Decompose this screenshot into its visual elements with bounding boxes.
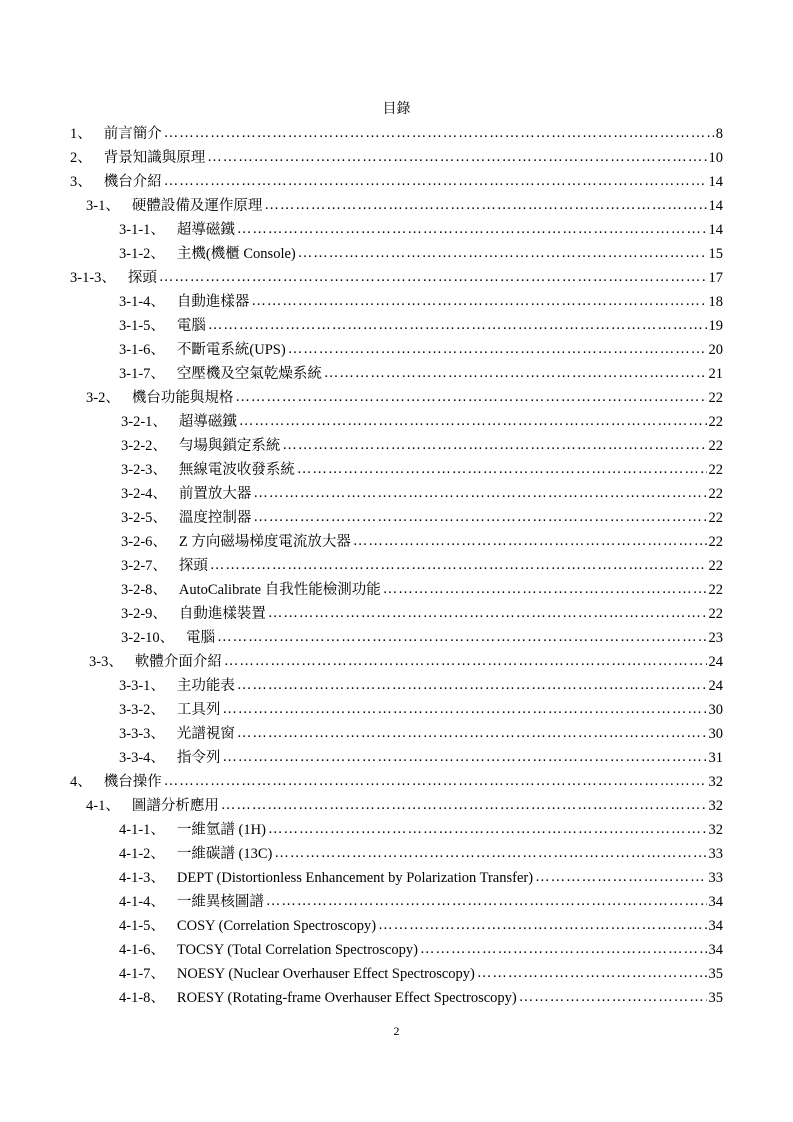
toc-leader-dots [235, 389, 706, 406]
toc-leader-dots [288, 341, 707, 358]
toc-entry-page: 31 [708, 750, 723, 766]
toc-leader-dots [164, 173, 707, 190]
toc-entry[interactable] [86, 794, 723, 816]
toc-entry-number: 4-1-5、 [119, 918, 165, 934]
toc-leader-dots [164, 773, 707, 790]
toc-entry-title: 溫度控制器 [178, 510, 252, 526]
toc-leader-dots [268, 605, 707, 622]
toc-entry[interactable] [119, 890, 723, 912]
toc-entry-page: 22 [708, 462, 723, 478]
toc-entry-page: 32 [708, 774, 723, 790]
toc-entry-title: 機台操作 [103, 774, 162, 790]
toc-entry-page: 35 [708, 966, 723, 982]
toc-entry-page: 14 [708, 198, 723, 214]
toc-entry-title: TOCSY (Total Correlation Spectroscopy) [176, 942, 418, 958]
toc-entry-page: 17 [708, 270, 723, 286]
toc-leader-dots [217, 629, 706, 646]
toc-entry-number: 3-1-6、 [119, 342, 165, 358]
toc-leader-dots [324, 365, 707, 382]
toc-entry-title: 探頭 [127, 270, 157, 286]
toc-leader-dots [251, 293, 706, 310]
toc-leader-dots [221, 797, 707, 814]
toc-entry-number: 3-3、 [89, 654, 123, 670]
toc-entry-page: 22 [708, 486, 723, 502]
toc-entry-title: AutoCalibrate 自我性能檢測功能 [178, 582, 381, 598]
toc-leader-dots [282, 437, 706, 454]
toc-entry-page: 21 [708, 366, 723, 382]
toc-entry-title: 超導磁鐵 [178, 414, 237, 430]
toc-entry[interactable] [121, 458, 723, 480]
toc-entry-number: 3-2-2、 [121, 438, 167, 454]
toc-entry[interactable] [86, 386, 723, 408]
toc-entry-title: 機台功能與規格 [131, 390, 234, 406]
toc-entry-number: 4、 [70, 774, 92, 790]
toc-entry-title: 自動進樣器 [176, 294, 250, 310]
toc-entry-title: 硬體設備及運作原理 [131, 198, 263, 214]
toc-entry-number: 4-1-6、 [119, 942, 165, 958]
toc-entry-page: 35 [708, 990, 723, 1006]
toc-entry-number: 4-1-8、 [119, 990, 165, 1006]
toc-entry[interactable] [119, 674, 723, 696]
toc-entry-page: 22 [708, 390, 723, 406]
toc-leader-dots [237, 725, 707, 742]
toc-leader-dots [239, 413, 707, 430]
toc-entry-number: 3-1-3、 [70, 270, 116, 286]
toc-leader-dots [164, 125, 714, 142]
toc-entry-title: NOESY (Nuclear Overhauser Effect Spectroscopy) [176, 966, 475, 982]
toc-leader-dots [159, 269, 707, 286]
toc-entry-number: 4-1-4、 [119, 894, 165, 910]
toc-entry-number: 3-2-8、 [121, 582, 167, 598]
toc-entry[interactable] [70, 122, 723, 144]
toc-entry-number: 3-1-1、 [119, 222, 165, 238]
toc-entry-number: 4-1、 [86, 798, 120, 814]
toc-entry-page: 22 [708, 582, 723, 598]
toc-entry-page: 32 [708, 798, 723, 814]
toc-entry-number: 4-1-2、 [119, 846, 165, 862]
toc-entry[interactable] [119, 746, 723, 768]
toc-leader-dots [208, 317, 707, 334]
toc-entry[interactable] [119, 314, 723, 336]
toc-leader-dots [210, 557, 707, 574]
toc-entry[interactable] [119, 242, 723, 264]
toc-entry-page: 30 [708, 702, 723, 718]
toc-entry-title: ROESY (Rotating-frame Overhauser Effect Spectroscopy) [176, 990, 517, 1006]
toc-leader-dots [298, 245, 707, 262]
toc-entry[interactable] [119, 338, 723, 360]
toc-entry[interactable] [121, 602, 723, 624]
toc-entry-title: 光譜視窗 [176, 726, 235, 742]
toc-entry-title: 指令列 [176, 750, 221, 766]
toc-entry[interactable] [89, 650, 723, 672]
toc-entry-page: 34 [708, 942, 723, 958]
toc-entry-number: 3-3-4、 [119, 750, 165, 766]
toc-entry-page: 18 [708, 294, 723, 310]
toc-leader-dots [274, 845, 706, 862]
toc-leader-dots [264, 197, 706, 214]
toc-entry-page: 33 [708, 846, 723, 862]
toc-leader-dots [222, 749, 706, 766]
toc-entry-number: 3-3-1、 [119, 678, 165, 694]
toc-entry-title: 自動進樣裝置 [178, 606, 266, 622]
toc-entry-page: 24 [708, 678, 723, 694]
toc-entry[interactable] [121, 626, 723, 648]
toc-entry-title: 電腦 [176, 318, 206, 334]
toc-entry-title: Z 方向磁場梯度電流放大器 [178, 534, 351, 550]
toc-entry-page: 14 [708, 174, 723, 190]
toc-entry-number: 3-1-5、 [119, 318, 165, 334]
toc-entry-number: 3-1-7、 [119, 366, 165, 382]
toc-entry-page: 22 [708, 606, 723, 622]
toc-leader-dots [253, 485, 706, 502]
toc-entry-number: 3-2、 [86, 390, 120, 406]
toc-entry[interactable] [119, 842, 723, 864]
toc-entry[interactable] [121, 506, 723, 528]
toc-entry[interactable] [121, 410, 723, 432]
toc-entry[interactable] [121, 482, 723, 504]
toc-entry-title: COSY (Correlation Spectroscopy) [176, 918, 377, 934]
toc-leader-dots [266, 893, 707, 910]
toc-entry-title: 空壓機及空氣乾燥系統 [176, 366, 322, 382]
toc-entry[interactable] [121, 578, 723, 600]
toc-entry-title: 工具列 [176, 702, 221, 718]
toc-entry-title: 一維氫譜 (1H) [176, 822, 266, 838]
toc-leader-dots [535, 869, 706, 886]
toc-entry[interactable] [119, 986, 723, 1008]
toc-entry-page: 22 [708, 414, 723, 430]
toc-entry-number: 3-2-5、 [121, 510, 167, 526]
toc-entry[interactable] [119, 866, 723, 888]
toc-heading: 目錄 [382, 102, 411, 117]
toc-entry[interactable] [121, 554, 723, 576]
toc-entry[interactable] [119, 290, 723, 312]
toc-entry-number: 3-2-3、 [121, 462, 167, 478]
toc-leader-dots [420, 941, 707, 958]
toc-leader-dots [237, 677, 707, 694]
toc-entry[interactable] [70, 170, 723, 192]
toc-entry-number: 3-3-2、 [119, 702, 165, 718]
toc-entry[interactable] [119, 818, 723, 840]
toc-entry-title: 機台介紹 [103, 174, 162, 190]
toc-entry-title: 不斷電系統(UPS) [176, 342, 286, 358]
toc-entry-page: 34 [708, 894, 723, 910]
toc-entry-page: 34 [708, 918, 723, 934]
toc-entry-number: 3-1、 [86, 198, 120, 214]
toc-entry[interactable] [70, 770, 723, 792]
toc-leader-dots [253, 509, 706, 526]
toc-entry-title: 超導磁鐵 [176, 222, 235, 238]
toc-leader-dots [268, 821, 707, 838]
toc-entry-page: 23 [708, 630, 723, 646]
toc-entry-page: 30 [708, 726, 723, 742]
toc-entry-title: DEPT (Distortionless Enhancement by Polarization Transfer) [176, 870, 534, 886]
toc-leader-dots [207, 149, 706, 166]
toc-entry-page: 22 [708, 534, 723, 550]
toc-entry-number: 3-2-9、 [121, 606, 167, 622]
toc-entry[interactable] [70, 146, 723, 168]
toc-entry-title: 前置放大器 [178, 486, 252, 502]
toc-entry-title: 圖譜分析應用 [131, 798, 219, 814]
toc-entry-page: 22 [708, 510, 723, 526]
toc-entry-title: 一維異核圖譜 [176, 894, 264, 910]
toc-entry-number: 3-1-4、 [119, 294, 165, 310]
toc-entry-page: 22 [708, 438, 723, 454]
toc-entry-title: 電腦 [186, 630, 216, 646]
toc-entry[interactable] [119, 218, 723, 240]
toc-entry-page: 22 [708, 558, 723, 574]
toc-entry-page: 8 [715, 126, 723, 142]
toc-leader-dots [224, 653, 707, 670]
toc-entry-title: 背景知識與原理 [103, 150, 206, 166]
toc-entry-page: 15 [708, 246, 723, 262]
toc-entry-title: 一維碳譜 (13C) [176, 846, 273, 862]
toc-entry-title: 前言簡介 [103, 126, 162, 142]
toc-entry-title: 主機(機櫃 Console) [176, 246, 296, 262]
toc-entry-title: 主功能表 [176, 678, 235, 694]
toc-entry-number: 3、 [70, 174, 92, 190]
toc-entry[interactable] [119, 938, 723, 960]
toc-entry[interactable] [119, 914, 723, 936]
toc-leader-dots [222, 701, 706, 718]
toc-entry[interactable] [70, 266, 723, 288]
page-number: 2 [393, 1024, 400, 1038]
toc-leader-dots [477, 965, 707, 982]
toc-entry-number: 3-2-1、 [121, 414, 167, 430]
toc-leader-dots [378, 917, 706, 934]
toc-entry[interactable] [119, 362, 723, 384]
toc-entry[interactable] [121, 434, 723, 456]
toc-entry-title: 探頭 [178, 558, 208, 574]
toc-entry-number: 3-2-6、 [121, 534, 167, 550]
toc-entry-page: 19 [708, 318, 723, 334]
toc-entry-number: 1、 [70, 126, 92, 142]
toc-entry-title: 軟體介面介紹 [134, 654, 222, 670]
toc-leader-dots [297, 461, 707, 478]
toc-entry-number: 4-1-3、 [119, 870, 165, 886]
toc-entry[interactable] [86, 194, 723, 216]
toc-leader-dots [383, 581, 707, 598]
toc-entry-number: 2、 [70, 150, 92, 166]
toc-entry-title: 勻場與鎖定系統 [178, 438, 281, 454]
toc-leader-dots [237, 221, 707, 238]
toc-entry-title: 無線電波收發系統 [178, 462, 295, 478]
toc-entry-number: 3-2-7、 [121, 558, 167, 574]
toc-entry-number: 3-1-2、 [119, 246, 165, 262]
toc-entry-number: 4-1-7、 [119, 966, 165, 982]
toc-entry[interactable] [119, 722, 723, 744]
toc-entry-number: 3-2-10、 [121, 630, 175, 646]
toc-entry-page: 32 [708, 822, 723, 838]
toc-entry[interactable] [121, 530, 723, 552]
toc-entry-page: 14 [708, 222, 723, 238]
toc-entry-page: 20 [708, 342, 723, 358]
toc-leader-dots [519, 989, 707, 1006]
toc-entry-number: 3-2-4、 [121, 486, 167, 502]
toc-entry-number: 4-1-1、 [119, 822, 165, 838]
toc-entry-page: 24 [708, 654, 723, 670]
toc-entry[interactable] [119, 698, 723, 720]
toc-entry-page: 10 [708, 150, 723, 166]
toc-entry-number: 3-3-3、 [119, 726, 165, 742]
toc-leader-dots [353, 533, 707, 550]
toc-entry-page: 33 [708, 870, 723, 886]
toc-entry[interactable] [119, 962, 723, 984]
